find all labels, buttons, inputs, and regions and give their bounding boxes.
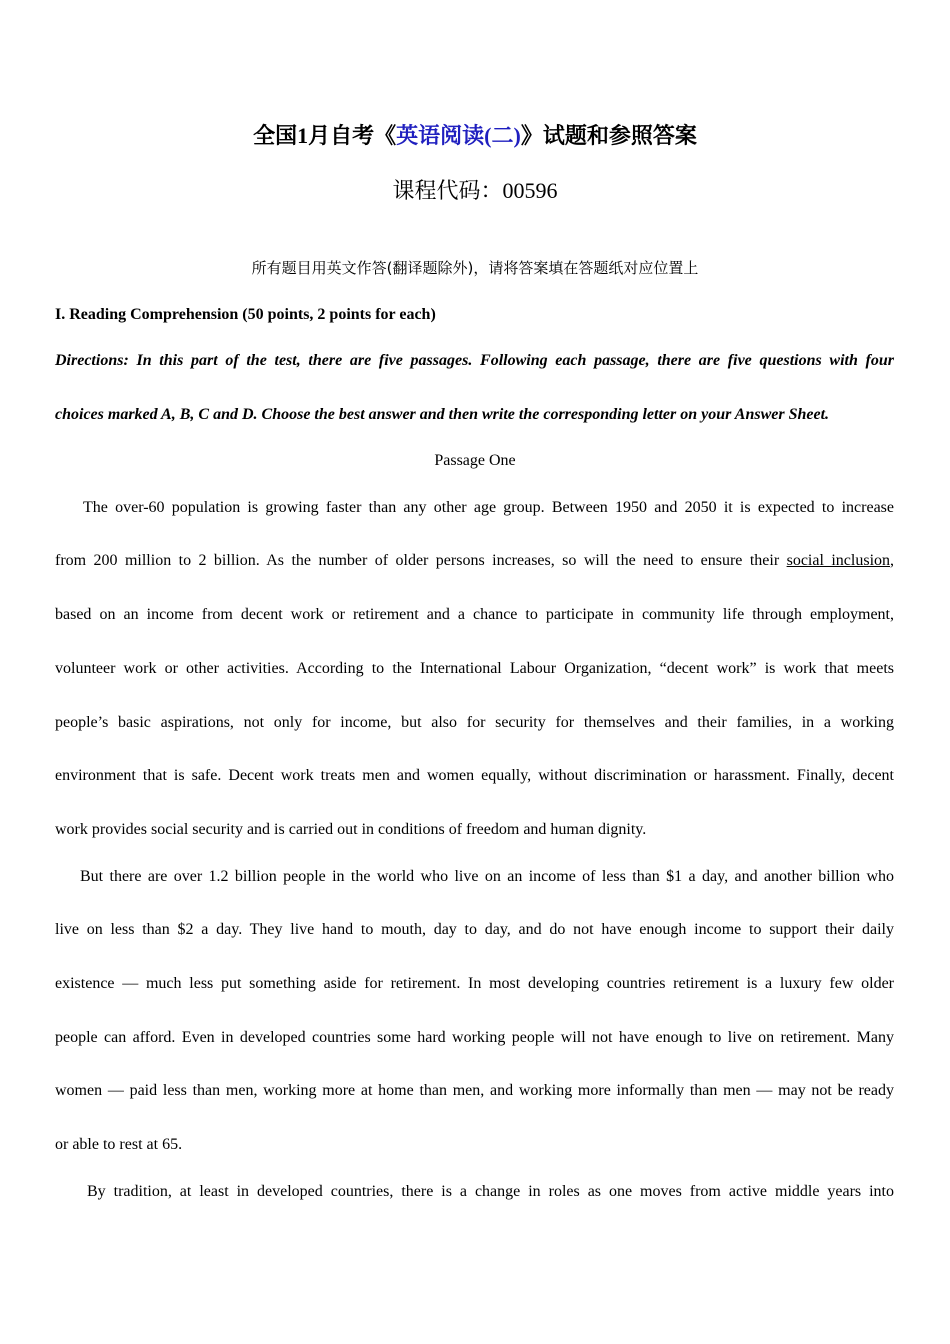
title-prefix: 全国1月自考《 [253, 123, 397, 148]
paragraph-line: people’s basic aspirations, not only for income, but also for security for themselves and their families, in a working [55, 714, 894, 731]
section-heading: I. Reading Comprehension (50 points, 2 points for each) [55, 306, 436, 323]
passage-title: Passage One [434, 452, 516, 469]
underlined-term: social inclusion [786, 552, 891, 569]
paragraph-line: women — paid less than men, working more at home than men, and working more informally than men — may not be ready [55, 1082, 894, 1099]
paragraph-line: environment that is safe. Decent work treats men and women equally, without discrimination or harassment. Finally, decent [55, 767, 894, 784]
paragraph-line: based on an income from decent work or retirement and a chance to participate in community life through employment, [55, 606, 894, 623]
paragraph-line: By tradition, at least in developed countries, there is a change in roles as one moves from active middle years into [87, 1183, 894, 1200]
course-code: 课程代码：00596 [392, 178, 558, 203]
paragraph-line: people can afford. Even in developed countries some hard working people will not have enough to live on retirement. Many [55, 1029, 894, 1046]
directions-line: Directions: In this part of the test, there are five passages. Following each passage, there are five questions with four [55, 352, 894, 369]
paragraph-line: But there are over 1.2 billion people in the world who live on an income of less than $1 a day, and another billion who [80, 868, 894, 885]
directions-line: choices marked A, B, C and D. Choose the best answer and then write the corresponding letter on your Answer Sheet. [55, 406, 830, 423]
paragraph-line: or able to rest at 65. [55, 1136, 183, 1153]
page-title [0, 121, 950, 151]
paragraph-line: live on less than $2 a day. They live hand to mouth, day to day, and do not have enough income to support their daily [55, 921, 894, 938]
paragraph-line: existence — much less put something aside for retirement. In most developing countries retirement is a luxury few older [55, 975, 894, 992]
comma: , [890, 552, 895, 569]
answer-instruction: 所有题目用英文作答(翻译题除外)，请将答案填在答题纸对应位置上 [251, 259, 699, 277]
title-course-name: 英语阅读(二) [396, 123, 521, 148]
title-suffix: 》试题和参照答案 [520, 123, 697, 148]
paragraph-text: from 200 million to 2 billion. As the number of older persons increases, so will the need to ensure their [55, 552, 780, 569]
paragraph-line: work provides social security and is carried out in conditions of freedom and human dignity. [55, 821, 647, 838]
paragraph-line [55, 550, 894, 572]
paragraph-line: The over-60 population is growing faster than any other age group. Between 1950 and 2050 it is expected to increase [83, 499, 894, 516]
paragraph-line: volunteer work or other activities. According to the International Labour Organization, “decent work” is work that meets [55, 660, 894, 677]
